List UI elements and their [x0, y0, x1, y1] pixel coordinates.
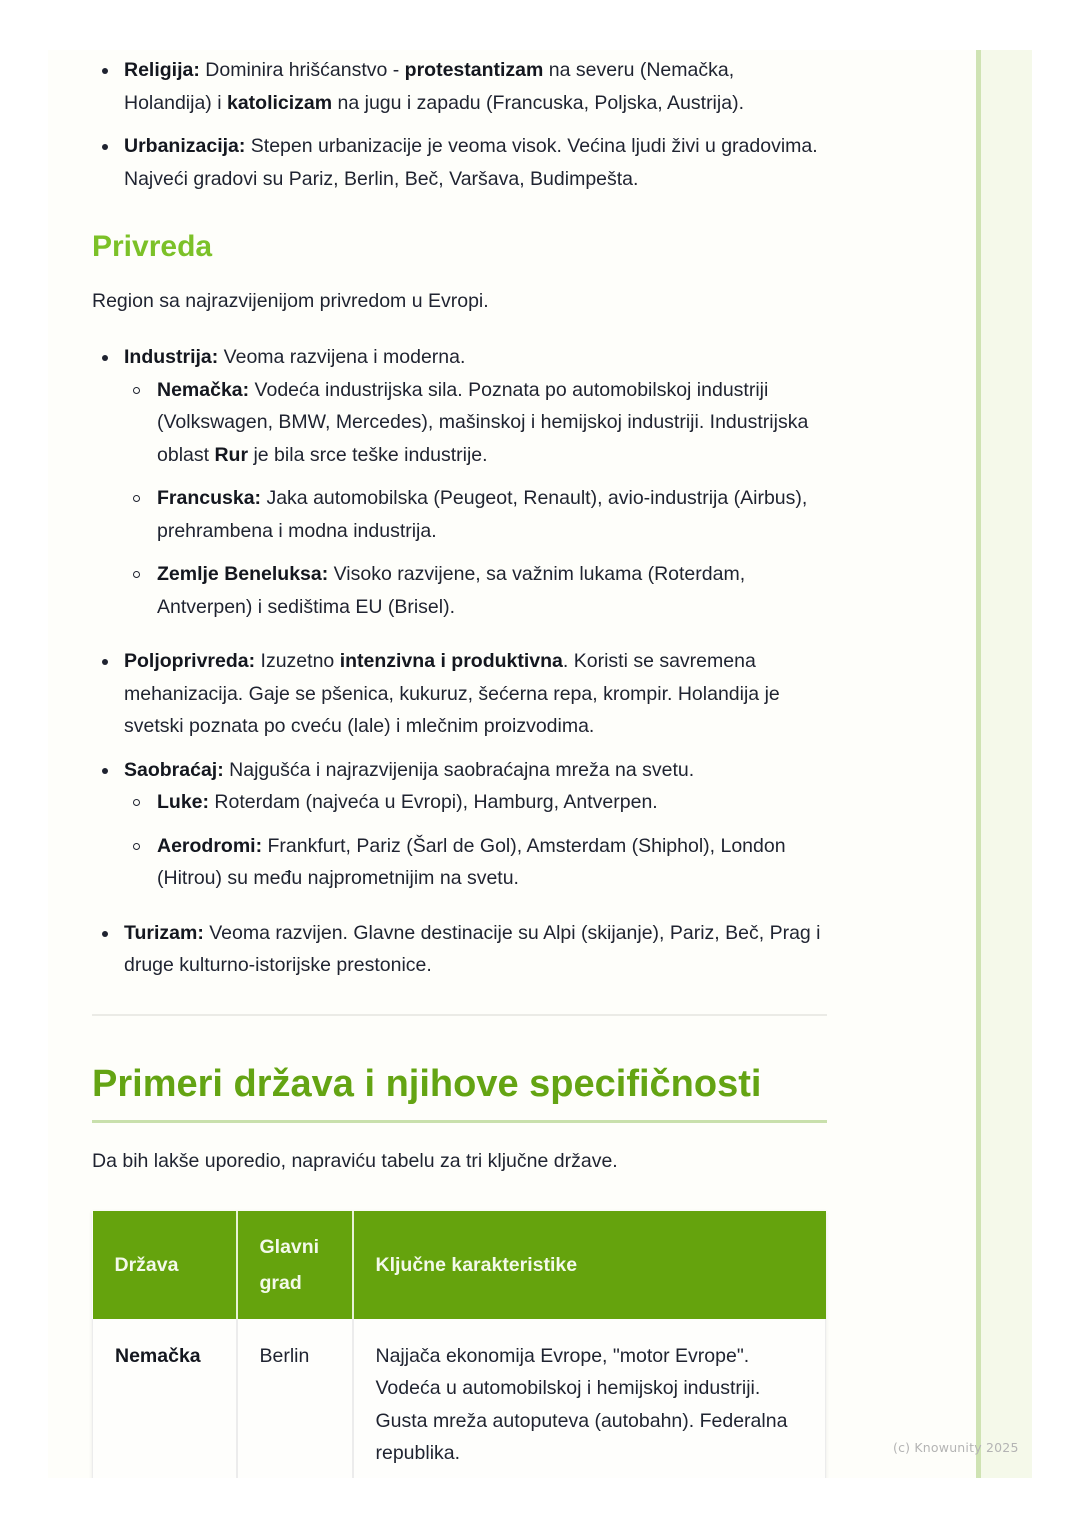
column-header-glavni-grad: Glavni grad — [237, 1211, 353, 1319]
cell-capital: Berlin — [237, 1319, 353, 1479]
cell-country — [93, 1319, 237, 1479]
bullet-label: Urbanizacija: — [124, 135, 246, 157]
column-header-drzava: Država — [93, 1211, 237, 1319]
text: Dominira hrišćanstvo - — [199, 59, 405, 81]
bullet-urbanizacija — [92, 130, 827, 195]
sub-bullet-label: Aerodromi: — [157, 834, 263, 857]
bullet-turizam — [92, 917, 827, 982]
text: na jugu i zapadu (Francuska, Poljska, Austrija). — [332, 91, 744, 114]
sub-bullet-francuska — [124, 482, 827, 547]
bold-text: katolicizam — [226, 91, 333, 114]
copyright-watermark: (c) Knowunity 2025 — [893, 1440, 1019, 1455]
sub-bullet-aerodromi — [124, 830, 827, 895]
sub-bullet-label: Francuska: — [157, 487, 262, 509]
economy-bullet-list — [92, 341, 827, 982]
document-content — [92, 50, 827, 1478]
countries-intro: Da bih lakše uporedio, napraviću tabelu za tri ključne države. — [92, 1149, 618, 1172]
industrija-sub-list — [124, 374, 827, 624]
sub-bullet-benelux — [124, 558, 827, 623]
text: Stepen urbanizacije je veoma visok. Većina ljudi živi u gradovima. Najveći gradovi su Pariz, Berlin, Beč, Varšava, Budimpešta. — [124, 135, 818, 190]
sub-bullet-label: Zemlje Beneluksa: — [157, 563, 329, 585]
economy-intro: Region sa najrazvijenijom privredom u Evropi. — [92, 290, 489, 312]
sub-bullet-nemacka — [124, 374, 827, 472]
sub-bullet-luke — [124, 786, 827, 819]
top-bullet-list — [92, 54, 827, 195]
text: Jaka automobilska (Peugeot, Renault), avio-industrija (Airbus), prehrambena i modna industrija. — [157, 487, 808, 542]
saobracaj-sub-list — [124, 786, 827, 895]
bullet-label: Religija: — [124, 59, 200, 81]
text: je bila srce teške industrije. — [248, 443, 488, 466]
column-header-karakteristike: Ključne karakteristike — [353, 1211, 826, 1319]
text: Vodeća industrijska sila. Poznata po automobilskoj industriji (Volkswagen, BMW, Mercedes), mašinskoj i hemijskoj industriji. Industrijska oblast — [157, 378, 809, 466]
sub-bullet-label: Luke: — [157, 791, 210, 813]
text: Najgušća i najrazvijenija saobraćajna mreža na svetu. — [223, 758, 695, 781]
bullet-poljoprivreda — [92, 645, 827, 743]
bold-text: intenzivna i produktivna — [339, 650, 563, 672]
bullet-saobracaj — [92, 754, 827, 895]
bullet-label: Turizam: — [124, 921, 204, 944]
page-sidebar-margin — [981, 50, 1032, 1478]
bullet-label: Poljoprivreda: — [124, 650, 256, 672]
text: Roterdam (najveća u Evropi), Hamburg, Antverpen. — [209, 791, 658, 813]
text: . Koristi se savremena mehanizacija. Gaje se pšenica, kukuruz, šećerna repa, krompir. Holandija je svetski poznata po cveću (lale) i mlečnim proizvodima. — [124, 650, 780, 737]
text: Veoma razvijen. Glavne destinacije su Alpi (skijanje), Pariz, Beč, Prag i druge kulturno-istorijske prestonice. — [124, 921, 821, 976]
horizontal-divider — [92, 1014, 827, 1016]
bullet-religija — [92, 54, 827, 119]
text: Veoma razvijena i moderna. — [218, 346, 466, 368]
country-name: Nemačka — [115, 1344, 201, 1367]
bold-text: protestantizam — [404, 59, 544, 81]
text: Izuzetno — [255, 650, 340, 672]
section-heading-privreda: Privreda — [92, 230, 213, 263]
text: Visoko razvijene, sa važnim lukama (Roterdam, Antverpen) i sedištima EU (Brisel). — [157, 563, 746, 618]
sub-bullet-label: Nemačka: — [157, 378, 250, 401]
bullet-label: Saobraćaj: — [124, 758, 224, 781]
bullet-label: Industrija: — [124, 346, 219, 368]
heading-underline — [92, 1120, 827, 1123]
bullet-industrija — [92, 341, 827, 623]
text: Frankfurt, Pariz (Šarl de Gol), Amsterdam (Shiphol), London (Hitrou) su među najprometnijim na svetu. — [157, 834, 786, 889]
countries-table — [92, 1211, 826, 1479]
section-heading-primeri-drzava: Primeri država i njihove specifičnosti — [92, 1062, 762, 1105]
cell-features: Najjača ekonomija Evrope, "motor Evrope". Vodeća u automobilskoj i hemijskoj industriji. Gusta mreža autoputeva (autobahn). Federalna republika. — [353, 1319, 826, 1479]
table-header-row — [93, 1211, 826, 1319]
table-row — [93, 1319, 826, 1479]
bold-text: Rur — [214, 443, 249, 466]
text: na severu (Nemačka, Holandija) i — [124, 59, 735, 114]
document-page — [48, 50, 976, 1478]
